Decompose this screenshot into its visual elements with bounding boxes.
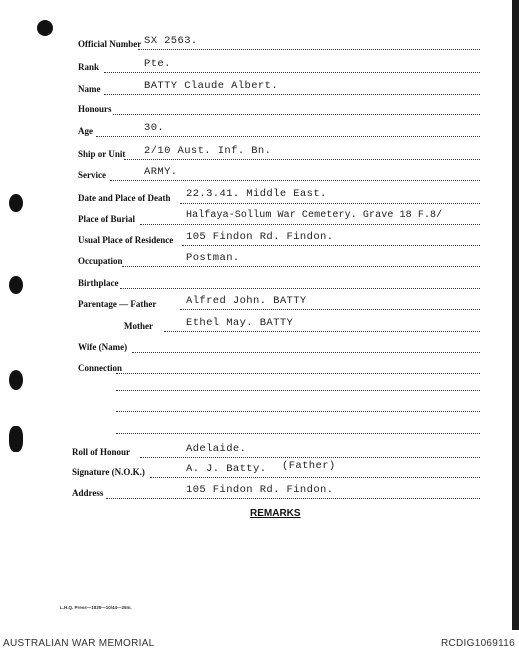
age-label: Age (78, 126, 93, 136)
roll-of-honour-value: Adelaide. (186, 443, 247, 455)
punch-hole-mid-upper (9, 194, 23, 212)
punch-hole-mid (9, 276, 23, 294)
mother-label: Mother (124, 321, 153, 331)
signature-value: A. J. Batty. (186, 463, 267, 475)
punch-hole-mid-lower (9, 370, 23, 390)
residence-label: Usual Place of Residence (78, 235, 174, 245)
death-label: Date and Place of Death (78, 193, 171, 203)
age-value: 30. (144, 122, 165, 134)
occupation-value: Postman. (186, 252, 240, 264)
rank-value: Pte. (144, 58, 171, 70)
birthplace-label: Birthplace (78, 278, 119, 288)
residence-value: 105 Findon Rd. Findon. (186, 231, 334, 243)
burial-value: Halfaya-Sollum War Cemetery. Grave 18 F.8/ (186, 210, 443, 221)
printer-line: L.H.Q. Press—1835—10/44—25m. (60, 605, 132, 610)
service-value: ARMY. (144, 166, 178, 178)
address-value: 105 Findon Rd. Findon. (186, 484, 334, 496)
footer-record-id: RCDIG1069116 (440, 638, 515, 649)
connection-line-4 (116, 433, 480, 434)
punch-hole-bottom (9, 426, 23, 452)
name-label: Name (78, 84, 101, 94)
official-number-value: SX 2563. (144, 35, 198, 47)
right-edge-shadow (512, 0, 519, 630)
connection-line-3 (116, 411, 480, 412)
connection-line-2 (116, 390, 480, 391)
footer-source: AUSTRALIAN WAR MEMORIAL (3, 638, 155, 649)
father-value: Alfred John. BATTY (186, 295, 307, 307)
remarks-heading: REMARKS (250, 508, 301, 519)
burial-label: Place of Burial (78, 214, 135, 224)
honours-label: Honours (78, 104, 112, 114)
wife-label: Wife (Name) (78, 342, 128, 352)
ship-or-unit-label: Ship or Unit (78, 149, 126, 159)
ship-or-unit-value: 2/10 Aust. Inf. Bn. (144, 145, 272, 157)
address-label: Address (72, 488, 104, 498)
death-value: 22.3.41. Middle East. (186, 188, 327, 200)
name-value: BATTY Claude Albert. (144, 80, 279, 92)
official-number-label: Official Number (78, 39, 142, 49)
signature-label: Signature (N.O.K.) (72, 467, 145, 477)
service-label: Service (78, 170, 106, 180)
punch-hole-top (37, 20, 53, 36)
occupation-label: Occupation (78, 256, 123, 266)
roll-of-honour-label: Roll of Honour (72, 447, 131, 457)
mother-value: Ethel May. BATTY (186, 317, 294, 329)
rank-label: Rank (78, 62, 100, 72)
signature-note: (Father) (282, 460, 336, 472)
parentage-father-label: Parentage — Father (78, 299, 157, 309)
connection-label: Connection (78, 363, 123, 373)
